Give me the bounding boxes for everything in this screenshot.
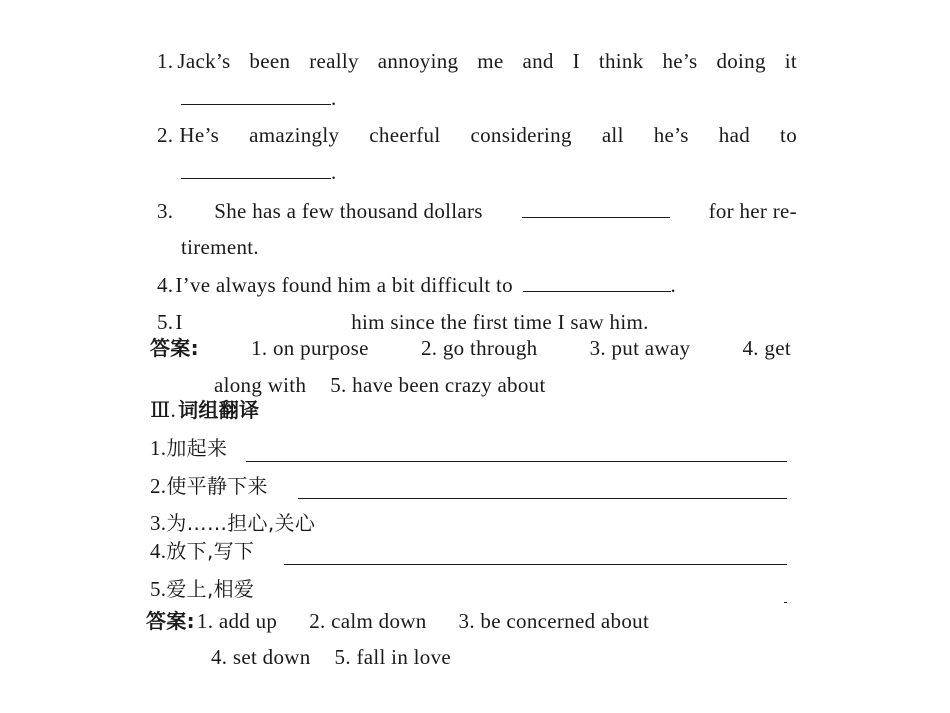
item-number: 1. <box>150 436 167 460</box>
item-text: 爱上,相爱 <box>166 577 255 601</box>
answer-blank[interactable] <box>181 158 331 179</box>
item-text-before: I’ve always found him a bit difficult to <box>175 273 513 297</box>
item-text-before: She has a few thousand dollars <box>214 199 483 223</box>
translation-item-4 <box>150 538 254 564</box>
item-number: 3. <box>150 511 167 535</box>
answer-label: 答案: <box>150 336 199 360</box>
item-continuation-text: tirement. <box>181 235 259 259</box>
item-text: He’s amazingly cheerful considering all he’s had to <box>179 123 797 147</box>
answer-2: 2. calm down <box>309 609 427 633</box>
answer-2: 2. go through <box>420 336 538 360</box>
exercise-item-5 <box>157 309 649 335</box>
exercise-answers-line-1 <box>150 335 791 361</box>
exercise-answers-line-2 <box>214 372 546 398</box>
exercise-item-1-continuation <box>181 84 337 111</box>
item-number: 3. <box>157 199 174 223</box>
answer-line[interactable] <box>298 498 787 499</box>
translation-item-2 <box>150 473 268 499</box>
section3-answers-line-1: 答案:1. add up 2. calm down 3. be concerned about <box>146 609 650 633</box>
answer-4: 4. set down <box>211 645 311 669</box>
answer-line[interactable] <box>246 461 787 462</box>
answer-label: 答案 <box>146 609 187 633</box>
exercise-item-3-continuation <box>181 234 259 260</box>
answer-3: 3. be concerned about <box>458 609 650 633</box>
translation-item-1 <box>150 435 227 461</box>
item-text: 放下,写下 <box>166 539 255 563</box>
item-text: Jack’s been really annoying me and I think he’s doing it <box>177 49 797 73</box>
item-number: 2. <box>157 123 174 147</box>
item-number: 4. <box>150 539 167 563</box>
answer-1: 1. on purpose <box>251 336 369 360</box>
translation-item-3 <box>150 510 315 536</box>
section-title: 词组翻译 <box>178 398 260 422</box>
translation-item-5 <box>150 576 254 602</box>
exercise-item-3 <box>157 197 797 224</box>
answer-5: 5. fall in love <box>334 645 452 669</box>
answer-line[interactable] <box>784 602 787 603</box>
answer-blank[interactable] <box>523 271 671 292</box>
item-text: 加起来 <box>166 436 228 460</box>
answer-1: 1. add up <box>196 609 278 633</box>
answer-3: 3. put away <box>589 336 691 360</box>
section-roman-numeral: Ⅲ. <box>150 398 177 422</box>
item-tail: . <box>331 160 337 184</box>
exercise-item-2 <box>157 122 797 148</box>
exercise-item-1 <box>157 48 797 74</box>
item-text-after: him since the first time I saw him. <box>351 310 649 334</box>
answer-4: 4. get <box>742 336 791 360</box>
item-text-after: . <box>670 273 677 297</box>
item-text-after: for her re- <box>708 199 797 223</box>
item-number: 5. <box>157 310 174 334</box>
exercise-item-4 <box>157 271 676 298</box>
answer-blank[interactable] <box>181 84 331 105</box>
section-heading <box>150 397 259 423</box>
section3-answers-line-2 <box>211 644 451 670</box>
item-text-before: I <box>175 310 183 334</box>
item-tail: . <box>331 86 337 110</box>
answer-5: 5. have been crazy about <box>330 373 546 397</box>
answer-4-cont: along with <box>214 373 307 397</box>
item-text: 使平静下来 <box>166 474 268 498</box>
exercise-item-2-continuation <box>181 158 337 185</box>
item-number: 5. <box>150 577 167 601</box>
item-number: 2. <box>150 474 167 498</box>
answer-line[interactable] <box>284 564 787 565</box>
item-number: 4. <box>157 273 174 297</box>
item-number: 1. <box>157 49 174 73</box>
item-text: 为……担心,关心 <box>166 511 316 535</box>
answer-blank[interactable] <box>522 197 670 218</box>
